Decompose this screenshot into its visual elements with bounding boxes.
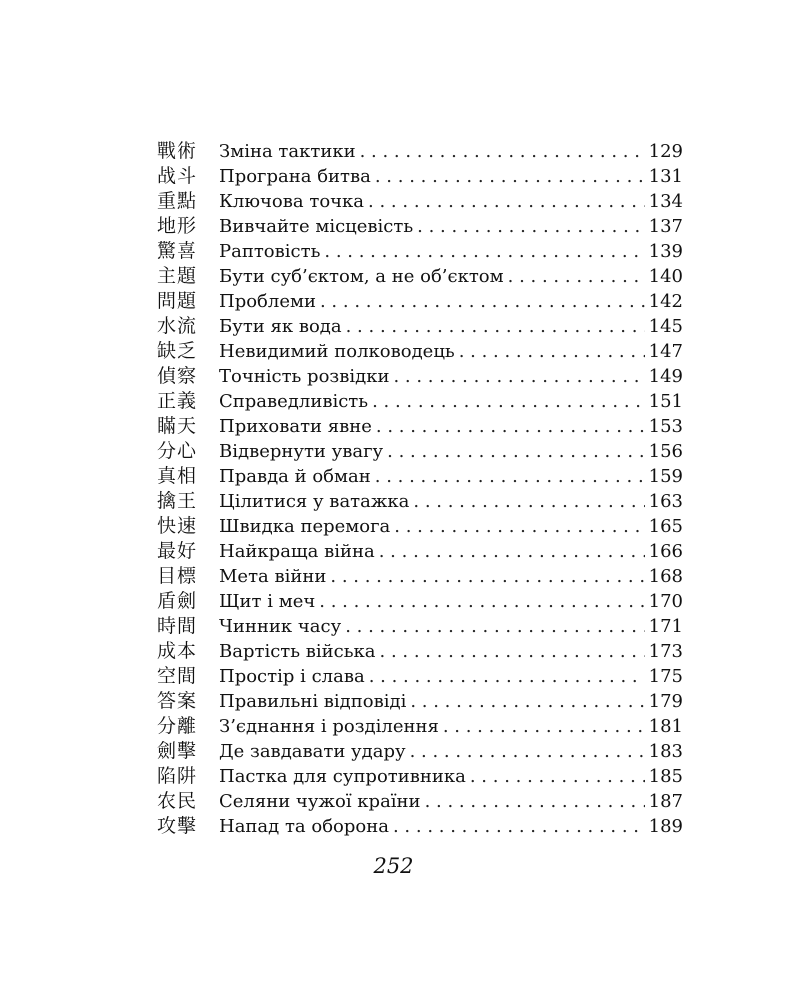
toc-entry-title: Невидимий полководець [219, 341, 455, 362]
toc-entry-kanji: 答案 [157, 690, 198, 712]
toc-entry [157, 614, 683, 639]
toc-entry-page: 131 [648, 166, 683, 187]
toc-entry [157, 789, 683, 814]
dot-leader [379, 539, 645, 564]
dot-leader [346, 314, 645, 339]
toc-entry-page: 139 [648, 241, 683, 262]
toc-entry-page: 187 [648, 791, 683, 812]
toc-entry-page: 171 [648, 616, 683, 637]
toc-entry-title: Напад та оборона [219, 816, 389, 837]
toc-entry-kanji: 重點 [157, 190, 198, 212]
toc-entry-title: Правильні відповіді [219, 691, 407, 712]
toc-entry [157, 414, 683, 439]
dot-leader [360, 139, 645, 164]
toc-entry-kanji: 最好 [157, 540, 198, 562]
toc-entry [157, 314, 683, 339]
toc-entry-title: Де завдавати удару [219, 741, 406, 762]
toc-entry [157, 664, 683, 689]
toc-entry-kanji: 擒王 [157, 490, 198, 512]
toc-entry-kanji: 偵察 [157, 365, 198, 387]
toc-entry-title: Приховати явне [219, 416, 372, 437]
toc-entry-page: 159 [648, 466, 683, 487]
toc-entry-page: 149 [648, 366, 683, 387]
toc-entry-page: 163 [648, 491, 683, 512]
toc-entry [157, 364, 683, 389]
toc-entry-kanji: 問題 [157, 290, 198, 312]
dot-leader [425, 789, 645, 814]
toc-entry-page: 134 [648, 191, 683, 212]
toc-entry-title: Селяни чужої країни [219, 791, 421, 812]
toc-entry [157, 589, 683, 614]
dot-leader [459, 339, 645, 364]
toc-entry-title: Справедливість [219, 391, 369, 412]
toc-entry [157, 764, 683, 789]
dot-leader [393, 364, 644, 389]
toc-entry-title: Вартість війська [219, 641, 376, 662]
toc-entry-kanji: 盾劍 [157, 590, 198, 612]
toc-entry-page: 142 [648, 291, 683, 312]
toc-entry-kanji: 缺乏 [157, 340, 198, 362]
dot-leader [470, 764, 645, 789]
toc-entry [157, 739, 683, 764]
toc-entry-title: Мета війни [219, 566, 327, 587]
toc-entry-kanji: 瞞天 [157, 415, 198, 437]
toc-entry-page: 137 [648, 216, 683, 237]
toc-entry-page: 170 [648, 591, 683, 612]
toc-entry-title: Пастка для супротивника [219, 766, 466, 787]
dot-leader [380, 639, 645, 664]
toc-entry-title: Бути суб’єктом, а не об’єктом [219, 266, 504, 287]
toc-entry [157, 289, 683, 314]
toc-entry-kanji: 成本 [157, 640, 198, 662]
toc-entry-title: Швидка перемога [219, 516, 391, 537]
dot-leader [508, 264, 645, 289]
toc-entry [157, 689, 683, 714]
toc-entry-kanji: 目標 [157, 565, 198, 587]
toc-entry [157, 714, 683, 739]
toc-entry [157, 489, 683, 514]
dot-leader [410, 739, 645, 764]
toc-entry-title: Простір і слава [219, 666, 365, 687]
toc-entry-page: 179 [648, 691, 683, 712]
toc-entry-kanji: 時間 [157, 615, 198, 637]
dot-leader [345, 614, 644, 639]
toc-entry-page: 175 [648, 666, 683, 687]
toc-entry-title: Проблеми [219, 291, 316, 312]
toc-entry [157, 539, 683, 564]
toc-entry [157, 439, 683, 464]
toc-entry-page: 181 [648, 716, 683, 737]
toc-entry-kanji: 水流 [157, 315, 198, 337]
toc-entry-kanji: 戰術 [157, 140, 198, 162]
toc-entry-kanji: 攻擊 [157, 815, 198, 837]
toc-entry-kanji: 陷阱 [157, 765, 198, 787]
toc-entry-title: З’єднання і розділення [219, 716, 439, 737]
dot-leader [410, 689, 644, 714]
toc-entry-title: Точність розвідки [219, 366, 390, 387]
toc-entry-page: 153 [648, 416, 683, 437]
toc-entry-title: Щит і меч [219, 591, 316, 612]
toc-entry [157, 264, 683, 289]
toc-entry-page: 189 [648, 816, 683, 837]
toc-entry-title: Бути як вода [219, 316, 342, 337]
toc-entry [157, 564, 683, 589]
toc-entry-title: Вивчайте місцевість [219, 216, 414, 237]
toc-entry-page: 145 [648, 316, 683, 337]
dot-leader [330, 564, 644, 589]
toc-entry-kanji: 战斗 [157, 165, 198, 187]
toc-entry-title: Правда й обман [219, 466, 371, 487]
toc-entry-page: 185 [648, 766, 683, 787]
toc-entry-page: 156 [648, 441, 683, 462]
toc-entry-page: 129 [648, 141, 683, 162]
toc-entry-title: Відвернути увагу [219, 441, 384, 462]
toc-entry-title: Раптовість [219, 241, 321, 262]
dot-leader [372, 389, 645, 414]
toc-entry-title: Ключова точка [219, 191, 365, 212]
toc-entry [157, 214, 683, 239]
toc-entry-kanji: 驚喜 [157, 240, 198, 262]
toc-entry [157, 464, 683, 489]
dot-leader [375, 164, 645, 189]
toc-entry-page: 168 [648, 566, 683, 587]
toc-entry-kanji: 空間 [157, 665, 198, 687]
toc-entry-page: 165 [648, 516, 683, 537]
toc-entry-title: Чинник часу [219, 616, 342, 637]
toc-entry-title: Зміна тактики [219, 141, 356, 162]
toc-entry-page: 151 [648, 391, 683, 412]
toc-entry-kanji: 主題 [157, 265, 198, 287]
toc-entry-title: Програна битва [219, 166, 371, 187]
dot-leader [369, 664, 645, 689]
dot-leader [375, 464, 645, 489]
toc-entry [157, 164, 683, 189]
table-of-contents [157, 139, 683, 839]
toc-entry-kanji: 地形 [157, 215, 198, 237]
dot-leader [413, 489, 644, 514]
toc-entry-page: 140 [648, 266, 683, 287]
toc-entry [157, 639, 683, 664]
toc-entry-kanji: 真相 [157, 465, 198, 487]
dot-leader [387, 439, 645, 464]
toc-entry-title: Найкраща війна [219, 541, 375, 562]
toc-entry-kanji: 农民 [157, 790, 198, 812]
dot-leader [368, 189, 645, 214]
toc-entry-page: 183 [648, 741, 683, 762]
toc-entry-page: 173 [648, 641, 683, 662]
toc-entry [157, 139, 683, 164]
dot-leader [376, 414, 645, 439]
toc-entry-title: Цілитися у ватажка [219, 491, 410, 512]
toc-entry-page: 147 [648, 341, 683, 362]
toc-entry-kanji: 分心 [157, 440, 198, 462]
toc-entry [157, 389, 683, 414]
toc-entry [157, 514, 683, 539]
toc-entry-kanji: 正義 [157, 390, 198, 412]
dot-leader [320, 289, 645, 314]
toc-entry-page: 166 [648, 541, 683, 562]
dot-leader [394, 514, 644, 539]
toc-entry-kanji: 劍擊 [157, 740, 198, 762]
toc-entry-kanji: 分離 [157, 715, 198, 737]
dot-leader [417, 214, 645, 239]
toc-entry [157, 189, 683, 214]
toc-entry [157, 339, 683, 364]
dot-leader [319, 589, 644, 614]
page-number: 252 [373, 854, 414, 878]
toc-entry [157, 814, 683, 839]
toc-entry-kanji: 快速 [157, 515, 198, 537]
toc-entry [157, 239, 683, 264]
dot-leader [324, 239, 644, 264]
dot-leader [443, 714, 645, 739]
dot-leader [393, 814, 645, 839]
